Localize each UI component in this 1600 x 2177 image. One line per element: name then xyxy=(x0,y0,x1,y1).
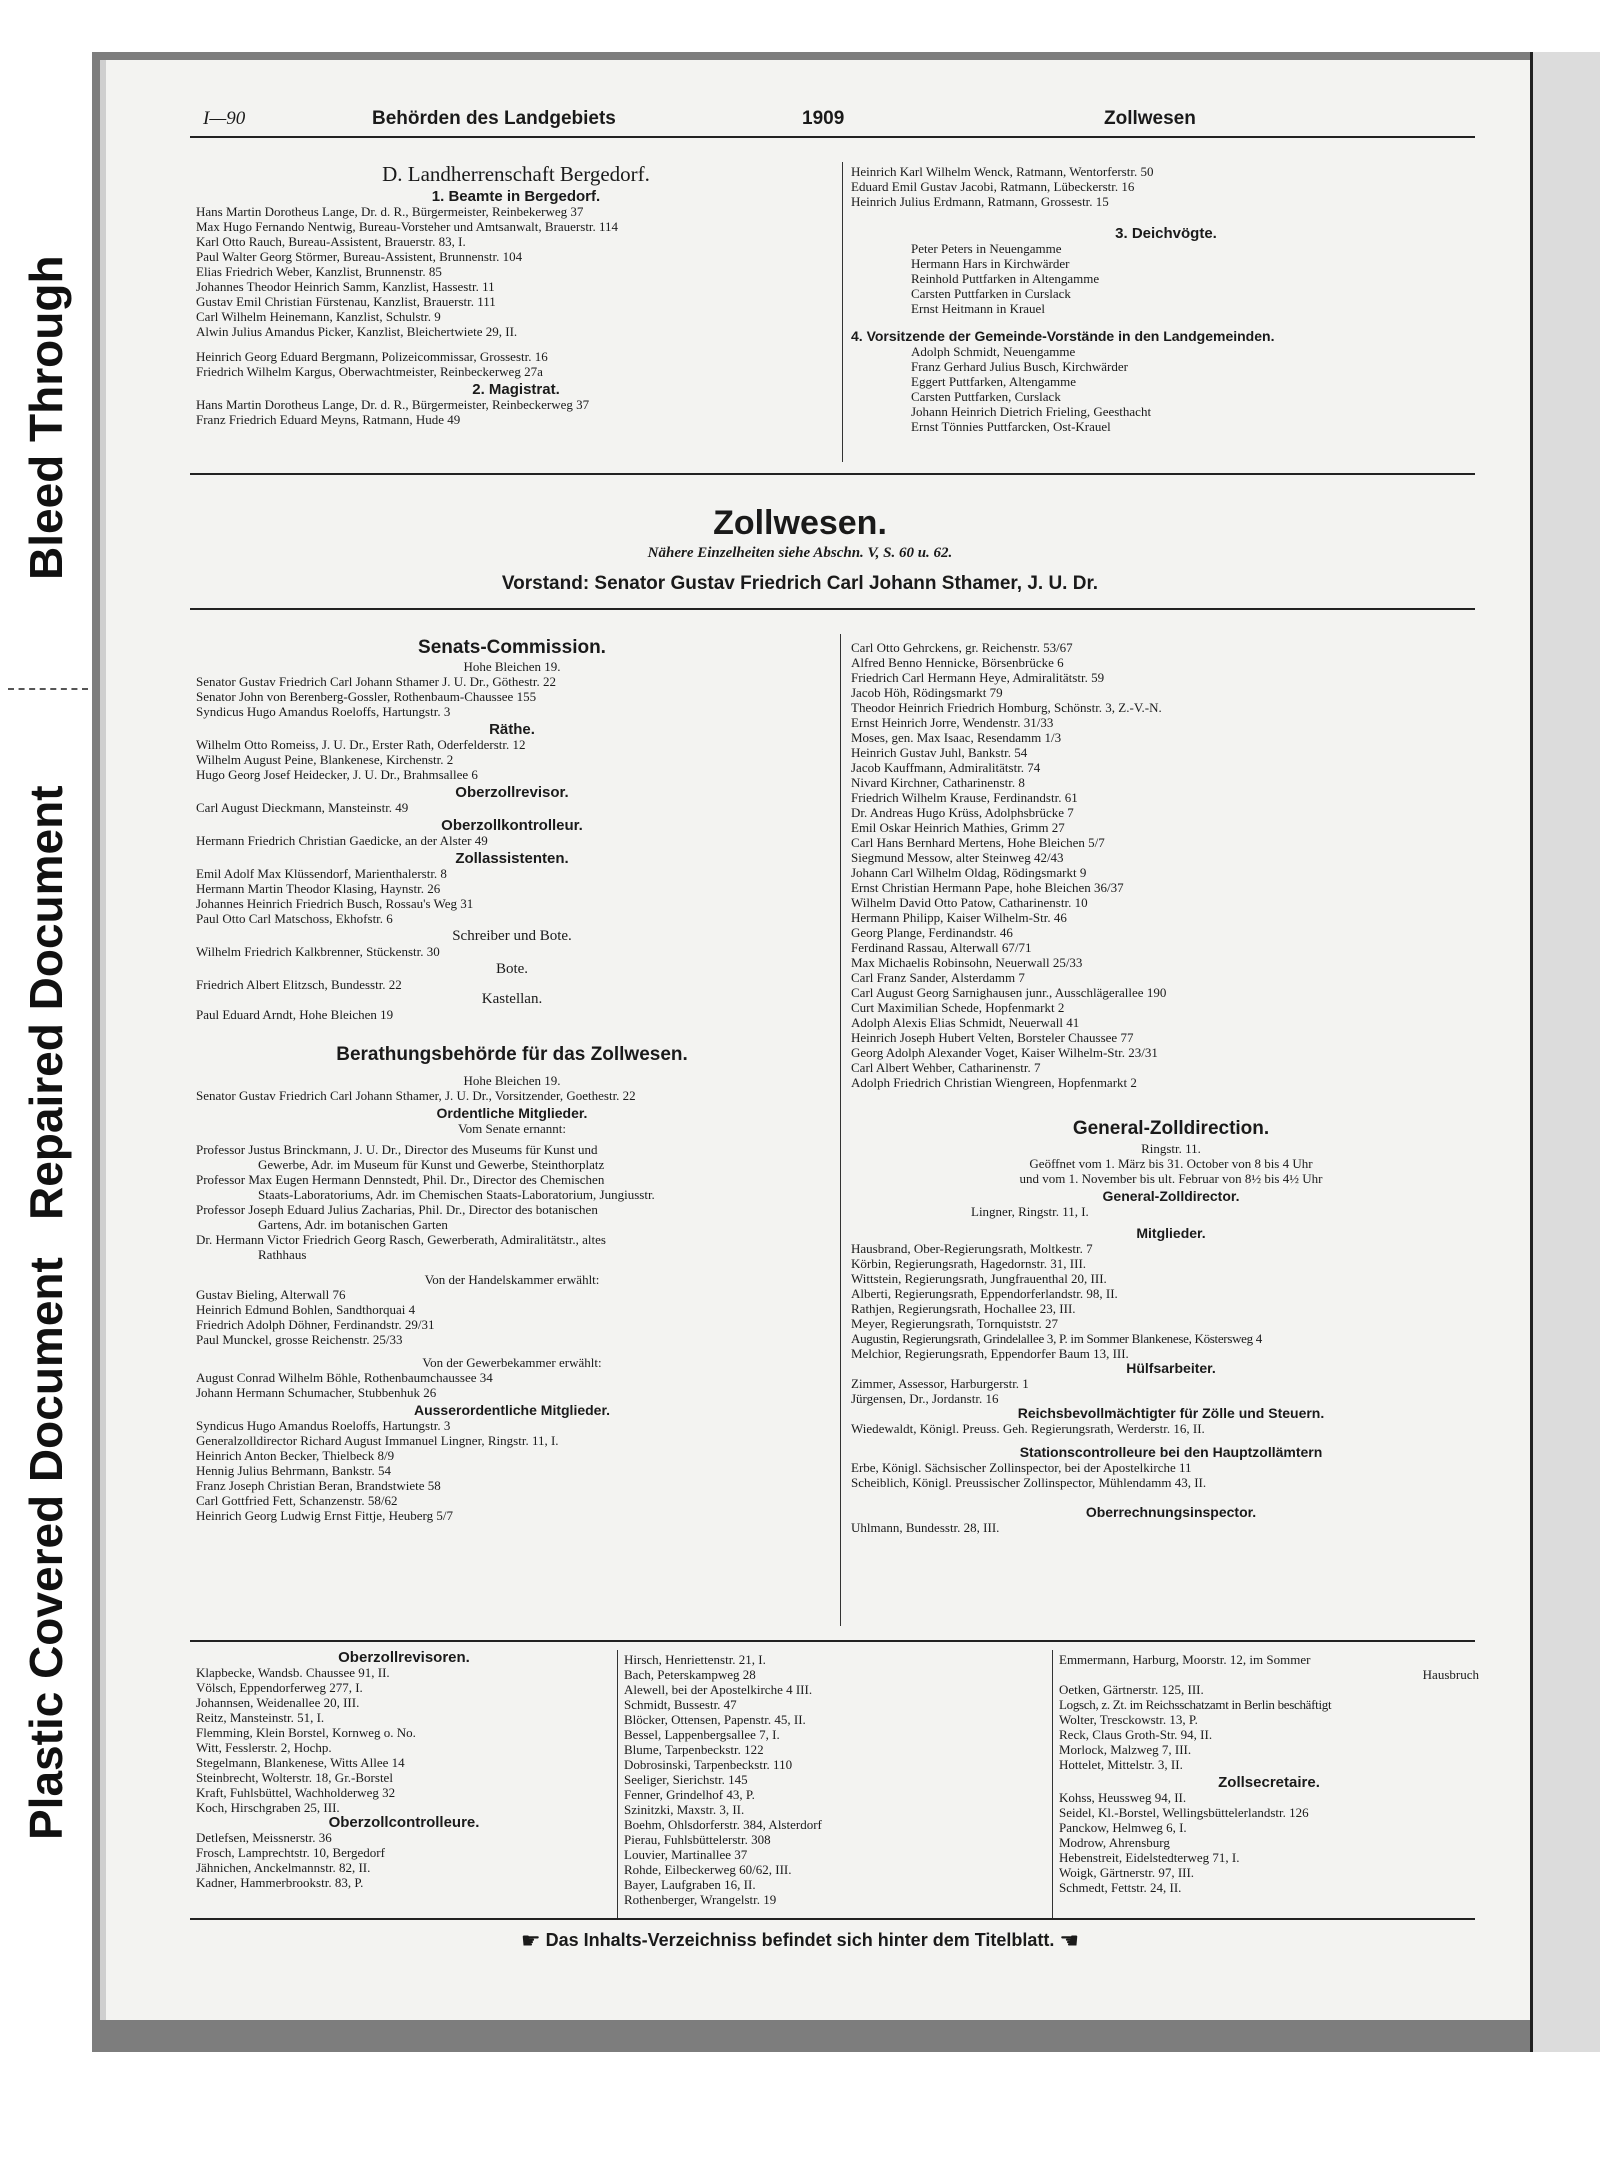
bottom-column-2 xyxy=(624,1652,1050,1907)
schreiber-heading: Schreiber und Bote. xyxy=(452,928,572,944)
list-item: Carl Gottfried Fett, Schanzenstr. 58/62 xyxy=(196,1493,398,1508)
label-divider xyxy=(8,688,88,690)
list-item: Panckow, Helmweg 6, I. xyxy=(1059,1820,1187,1835)
list-item: Hans Martin Dorotheus Lange, Dr. d. R., Bürgermeister, Reinbeckerweg 37 xyxy=(196,397,590,412)
zollassistenten-heading: Zollassistenten. xyxy=(455,850,569,867)
senats-address: Hohe Bleichen 19. xyxy=(463,659,561,674)
berathung-address: Hohe Bleichen 19. xyxy=(463,1073,561,1088)
list-item: Franz Friedrich Eduard Meyns, Ratmann, Hude 49 xyxy=(196,412,461,427)
bergedorf-heading-4: 4. Vorsitzende der Gemeinde-Vorstände in den Landgemeinden. xyxy=(851,328,1275,344)
list-item: Stegelmann, Blankenese, Witts Allee 14 xyxy=(196,1755,405,1770)
gzd-hours-winter: und vom 1. November bis ult. Februar von 8½ bis 4½ Uhr xyxy=(1019,1171,1323,1186)
bote-heading: Bote. xyxy=(495,961,529,977)
list-item: Syndicus Hugo Amandus Roeloffs, Hartungstr. 3 xyxy=(196,704,451,719)
list-item: Wilhelm Friedrich Kalkbrenner, Stückenstr. 30 xyxy=(196,944,440,959)
list-item: Heinrich Julius Erdmann, Ratmann, Grossestr. 15 xyxy=(851,194,1109,209)
right-column xyxy=(851,640,1491,1535)
footer-note xyxy=(0,1928,1600,1954)
list-item: Johannes Heinrich Friedrich Busch, Rossau's Weg 31 xyxy=(196,896,474,911)
list-item: Syndicus Hugo Amandus Roeloffs, Hartungstr. 3 xyxy=(196,1418,451,1433)
list-item: Carl Wilhelm Heinemann, Kanzlist, Schulstr. 9 xyxy=(196,309,441,324)
list-item: Carsten Puttfarken, Curslack xyxy=(911,389,1061,404)
bergedorf-right-column xyxy=(851,164,1481,434)
list-item: Carl August Georg Sarnighausen junr., Ausschlägerallee 190 xyxy=(851,985,1167,1000)
list-item: August Conrad Wilhelm Böhle, Rothenbaumchaussee 34 xyxy=(196,1370,493,1385)
side-label-strip xyxy=(0,0,90,2177)
list-item: Louvier, Martinallee 37 xyxy=(624,1847,748,1862)
list-item: Oetken, Gärtnerstr. 125, III. xyxy=(1059,1682,1204,1697)
zollwesen-title: Zollwesen. xyxy=(713,504,887,542)
bergedorf-title: D. Landherrenschaft Bergedorf. xyxy=(382,162,650,186)
list-item: Adolph Schmidt, Neuengamme xyxy=(911,344,1076,359)
list-item: Jähnichen, Anckelmannstr. 82, II. xyxy=(196,1860,371,1875)
list-item: Karl Otto Rauch, Bureau-Assistent, Brauerstr. 83, I. xyxy=(196,234,466,249)
list-item: Wolter, Tresckowstr. 13, P. xyxy=(1059,1712,1198,1727)
list-item: Scheiblich, Königl. Preussischer Zollinspector, Mühlendamm 43, II. xyxy=(851,1475,1207,1490)
list-item: Ernst Tönnies Puttfarcken, Ost-Krauel xyxy=(911,419,1111,434)
section-rule xyxy=(190,608,1475,610)
list-item: Hirsch, Henriettenstr. 21, I. xyxy=(624,1652,766,1667)
list-item: Carl Franz Sander, Alsterdamm 7 xyxy=(851,970,1025,985)
bergedorf-left-column xyxy=(196,162,836,427)
list-item: Blöcker, Ottensen, Papenstr. 45, II. xyxy=(624,1712,806,1727)
list-item: Jacob Höh, Rödingsmarkt 79 xyxy=(851,685,1003,700)
ordentliche-heading: Ordentliche Mitglieder. xyxy=(436,1105,588,1121)
bottom-column-1 xyxy=(196,1650,612,1890)
bergedorf-heading-1: 1. Beamte in Bergedorf. xyxy=(431,188,601,205)
list-item: Modrow, Ahrensburg xyxy=(1059,1835,1170,1850)
list-item: Kraft, Fuhlsbüttel, Wachholderweg 32 xyxy=(196,1785,396,1800)
senats-column xyxy=(196,634,828,1523)
list-item: Logsch, z. Zt. im Reichsschatzamt in Berlin beschäftigt xyxy=(1059,1697,1332,1712)
list-item: Johannsen, Weidenallee 20, III. xyxy=(196,1695,360,1710)
running-head-section: Behörden des Landgebiets xyxy=(372,108,616,129)
list-item: Friedrich Albert Elitzsch, Bundesstr. 22 xyxy=(196,977,402,992)
column-divider xyxy=(840,634,841,1626)
column-divider xyxy=(617,1650,618,1918)
list-item: Paul Eduard Arndt, Hohe Bleichen 19 xyxy=(196,1007,394,1022)
list-item: Melchior, Regierungsrath, Eppendorfer Baum 13, III. xyxy=(851,1346,1129,1361)
list-item: Dr. Andreas Hugo Krüss, Adolphsbrücke 7 xyxy=(851,805,1074,820)
list-item: Flemming, Klein Borstel, Kornweg o. No. xyxy=(196,1725,416,1740)
raethe-heading: Räthe. xyxy=(489,721,535,738)
list-item: Hebenstreit, Eidelstedterweg 71, I. xyxy=(1059,1850,1240,1865)
senats-commission-title: Senats-Commission. xyxy=(418,637,606,658)
list-item: Hermann Martin Theodor Klasing, Haynstr. 26 xyxy=(196,881,441,896)
list-item: Ernst Heinrich Jorre, Wendenstr. 31/33 xyxy=(851,715,1054,730)
list-item: Carl Albert Wehber, Catharinenstr. 7 xyxy=(851,1060,1041,1075)
hilfsarbeiter-heading: Hülfsarbeiter. xyxy=(1126,1360,1216,1376)
list-item: Friedrich Adolph Döhner, Ferdinandstr. 29/31 xyxy=(196,1317,435,1332)
list-item: Hans Martin Dorotheus Lange, Dr. d. R., Bürgermeister, Reinbekerweg 37 xyxy=(196,204,584,219)
list-item: Erbe, Königl. Sächsischer Zollinspector, bei der Apostelkirche 11 xyxy=(851,1460,1192,1475)
list-item: Johann Hermann Schumacher, Stubbenhuk 26 xyxy=(196,1385,437,1400)
list-item: Wiedewaldt, Königl. Preuss. Geh. Regierungsrath, Werderstr. 16, II. xyxy=(851,1421,1205,1436)
list-item: Paul Walter Georg Störmer, Bureau-Assistent, Brunnenstr. 104 xyxy=(196,249,523,264)
list-item: Carl Hans Bernhard Mertens, Hohe Bleichen 5/7 xyxy=(851,835,1105,850)
oberzollrevisor-heading: Oberzollrevisor. xyxy=(455,784,569,801)
list-item: Lingner, Ringstr. 11, I. xyxy=(971,1204,1089,1219)
list-item: Uhlmann, Bundesstr. 28, III. xyxy=(851,1520,1000,1535)
list-item: Carl Otto Gehrckens, gr. Reichenstr. 53/67 xyxy=(851,640,1073,655)
list-item: Heinrich Edmund Bohlen, Sandthorquai 4 xyxy=(196,1302,416,1317)
list-item: Heinrich Georg Ludwig Ernst Fittje, Heuberg 5/7 xyxy=(196,1508,453,1523)
list-item: Heinrich Gustav Juhl, Bankstr. 54 xyxy=(851,745,1028,760)
page-edge xyxy=(100,60,106,2020)
list-item: Völsch, Eppendorferweg 277, I. xyxy=(196,1680,363,1695)
list-item: Alwin Julius Amandus Picker, Kanzlist, Bleichertwiete 29, II. xyxy=(196,324,518,339)
list-item: Bach, Peterskampweg 28 xyxy=(624,1667,756,1682)
column-divider xyxy=(1052,1650,1053,1918)
gzd-members-heading: Mitglieder. xyxy=(1136,1225,1206,1241)
general-zolldirection-title: General-Zolldirection. xyxy=(1072,1118,1270,1139)
list-item: Franz Gerhard Julius Busch, Kirchwärder xyxy=(911,359,1128,374)
list-item: Curt Maximilian Schede, Hopfenmarkt 2 xyxy=(851,1000,1065,1015)
list-item: Emil Oskar Heinrich Mathies, Grimm 27 xyxy=(851,820,1065,835)
bergedorf-heading-3: 3. Deichvögte. xyxy=(1115,225,1217,242)
list-item: Hermann Friedrich Christian Gaedicke, an der Alster 49 xyxy=(196,833,488,848)
list-item: Reinhold Puttfarken in Altengamme xyxy=(911,271,1100,286)
list-item: Reitz, Mansteinstr. 51, I. xyxy=(196,1710,325,1725)
list-item: Augustin, Regierungsrath, Grindelallee 3, P. im Sommer Blankenese, Köstersweg 4 xyxy=(851,1331,1263,1346)
list-item: Koch, Hirschgraben 25, III. xyxy=(196,1800,340,1815)
list-item: Johann Heinrich Dietrich Frieling, Geesthacht xyxy=(911,404,1152,419)
section-rule xyxy=(190,1640,1475,1642)
pointing-hand-right-icon: ☛ xyxy=(520,1928,541,1953)
list-item: Hottelet, Mittelstr. 3, II. xyxy=(1059,1757,1183,1772)
list-item: Heinrich Joseph Hubert Velten, Borsteler Chaussee 77 xyxy=(851,1030,1134,1045)
list-item: Elias Friedrich Weber, Kanzlist, Brunnenstr. 85 xyxy=(196,264,442,279)
bergedorf-list-1 xyxy=(196,204,836,339)
list-item: Alewell, bei der Apostelkirche 4 III. xyxy=(624,1682,813,1697)
list-item: Alberti, Regierungsrath, Eppendorferlandstr. 98, II. xyxy=(851,1286,1118,1301)
list-item: Kadner, Hammerbrookstr. 83, P. xyxy=(196,1875,364,1890)
list-item: Paul Otto Carl Matschoss, Ekhofstr. 6 xyxy=(196,911,393,926)
member-list xyxy=(851,640,1491,1090)
list-item: Seidel, Kl.-Borstel, Wellingsbüttelerlandstr. 126 xyxy=(1059,1805,1309,1820)
list-item: Rathhaus xyxy=(258,1247,307,1262)
page-number: I—90 xyxy=(203,108,246,129)
list-item: Heinrich Karl Wilhelm Wenck, Ratmann, Wentorferstr. 50 xyxy=(851,164,1154,179)
list-item: Fenner, Grindelhof 43, P. xyxy=(624,1787,755,1802)
list-item: Rathjen, Regierungsrath, Hochallee 23, III. xyxy=(851,1301,1076,1316)
list-item: Zimmer, Assessor, Harburgerstr. 1 xyxy=(851,1376,1029,1391)
zollwesen-vorstand: Vorstand: Senator Gustav Friedrich Carl Johann Sthamer, J. U. Dr. xyxy=(501,573,1099,594)
section-rule xyxy=(190,473,1475,475)
list-item: Szinitzki, Maxstr. 3, II. xyxy=(624,1802,745,1817)
reichsbevollmaechtigter-heading: Reichsbevollmächtigter für Zölle und Steuern. xyxy=(1017,1405,1325,1421)
list-item: Hausbruch xyxy=(1422,1667,1479,1682)
footer-rule xyxy=(190,1918,1475,1920)
list-item: Franz Joseph Christian Beran, Brandstwiete 58 xyxy=(196,1478,441,1493)
list-item: Nivard Kirchner, Catharinenstr. 8 xyxy=(851,775,1025,790)
list-item: Georg Plange, Ferdinandstr. 46 xyxy=(851,925,1013,940)
list-item: Siegmund Messow, alter Steinweg 42/43 xyxy=(851,850,1064,865)
list-item: Wilhelm Otto Romeiss, J. U. Dr., Erster Rath, Oderfelderstr. 12 xyxy=(196,737,526,752)
list-item: Ferdinand Rassau, Alterwall 67/71 xyxy=(851,940,1032,955)
list-item: Hennig Julius Behrmann, Bankstr. 54 xyxy=(196,1463,391,1478)
plastic-covered-document-label: Plastic Covered Document xyxy=(20,1257,72,1840)
handelskammer-label: Von der Handelskammer erwählt: xyxy=(424,1272,600,1287)
list-item: Generalzolldirector Richard August Immanuel Lingner, Ringstr. 11, I. xyxy=(196,1433,559,1448)
list-item: Paul Munckel, grosse Reichenstr. 25/33 xyxy=(196,1332,403,1347)
zollwesen-reference: Nähere Einzelheiten siehe Abschn. V, S. 60 u. 62. xyxy=(647,545,953,561)
running-head-topic: Zollwesen xyxy=(1104,108,1196,129)
list-item: Witt, Fesslerstr. 2, Hochp. xyxy=(196,1740,332,1755)
list-item: Boehm, Ohlsdorferstr. 384, Alsterdorf xyxy=(624,1817,822,1832)
list-item: Johann Carl Wilhelm Oldag, Rödingsmarkt 9 xyxy=(851,865,1087,880)
vom-senate-label: Vom Senate ernannt: xyxy=(457,1121,567,1136)
list-item: Professor Joseph Eduard Julius Zacharias, Phil. Dr., Director des botanischen xyxy=(196,1202,598,1217)
list-item: Rohde, Eilbeckerweg 60/62, III. xyxy=(624,1862,792,1877)
list-item: Dobrosinski, Tarpenbeckstr. 110 xyxy=(624,1757,793,1772)
bottom-column-3 xyxy=(1059,1652,1479,1895)
list-item: Johannes Theodor Heinrich Samm, Kanzlist, Hassestr. 11 xyxy=(196,279,495,294)
gzd-hours-summer: Geöffnet vom 1. März bis 31. October von 8 bis 4 Uhr xyxy=(1029,1156,1313,1171)
list-item: Wilhelm David Otto Patow, Catharinenstr. 10 xyxy=(851,895,1088,910)
gzd-address: Ringstr. 11. xyxy=(1141,1141,1201,1156)
list-item: Seeliger, Sierichstr. 145 xyxy=(624,1772,748,1787)
list-item: Reck, Claus Groth-Str. 94, II. xyxy=(1059,1727,1213,1742)
berathung-title: Berathungsbehörde für das Zollwesen. xyxy=(336,1044,688,1065)
list-item: Kohss, Heussweg 94, II. xyxy=(1059,1790,1187,1805)
list-item: Adolph Friedrich Christian Wiengreen, Hopfenmarkt 2 xyxy=(851,1075,1137,1090)
list-item: Max Michaelis Robinsohn, Neuerwall 25/33 xyxy=(851,955,1083,970)
list-item: Staats-Laboratoriums, Adr. im Chemischen Staats-Laboratorium, Jungiusstr. xyxy=(258,1187,655,1202)
footer-text: Das Inhalts-Verzeichniss befindet sich hinter dem Titelblatt. xyxy=(545,1929,1055,1950)
list-item: Schmedt, Fettstr. 24, II. xyxy=(1059,1880,1182,1895)
oberzollkontrolleur-heading: Oberzollkontrolleur. xyxy=(441,817,583,834)
list-item: Emmermann, Harburg, Moorstr. 12, im Sommer xyxy=(1059,1652,1311,1667)
list-item: Hugo Georg Josef Heidecker, J. U. Dr., Brahmsallee 6 xyxy=(196,767,478,782)
list-item: Detlefsen, Meissnerstr. 36 xyxy=(196,1830,332,1845)
bleed-through-label: Bleed Through xyxy=(20,255,72,580)
list-item: Ernst Heitmann in Krauel xyxy=(911,301,1045,316)
gewerbekammer-label: Von der Gewerbekammer erwählt: xyxy=(422,1355,602,1370)
list-item: Wilhelm August Peine, Blankenese, Kirchenstr. 2 xyxy=(196,752,454,767)
list-item: Körbin, Regierungsrath, Hagedornstr. 31, III. xyxy=(851,1256,1087,1271)
list-item: Woigk, Gärtnerstr. 97, III. xyxy=(1059,1865,1195,1880)
list-item: Hermann Hars in Kirchwärder xyxy=(911,256,1070,271)
list-item: Carsten Puttfarken in Curslack xyxy=(911,286,1071,301)
list-item: Moses, gen. Max Isaac, Resendamm 1/3 xyxy=(851,730,1062,745)
bergedorf-heading-2: 2. Magistrat. xyxy=(472,381,560,398)
list-item: Friedrich Carl Hermann Heye, Admiralitätstr. 59 xyxy=(851,670,1105,685)
oberzollcontrolleure-heading: Oberzollcontrolleure. xyxy=(328,1814,480,1831)
list-item: Hermann Philipp, Kaiser Wilhelm-Str. 46 xyxy=(851,910,1067,925)
list-item: Gartens, Adr. im botanischen Garten xyxy=(258,1217,448,1232)
list-item: Carl August Dieckmann, Mansteinstr. 49 xyxy=(196,800,409,815)
list-item: Ernst Christian Hermann Pape, hohe Bleichen 36/37 xyxy=(851,880,1124,895)
list-item: Schmidt, Bussestr. 47 xyxy=(624,1697,737,1712)
column-divider xyxy=(842,162,843,462)
header-rule xyxy=(190,136,1475,138)
list-item: Georg Adolph Alexander Voget, Kaiser Wilhelm-Str. 23/31 xyxy=(851,1045,1158,1060)
list-item: Gewerbe, Adr. im Museum für Kunst und Gewerbe, Steinthorplatz xyxy=(258,1157,605,1172)
zollsecretaire-heading: Zollsecretaire. xyxy=(1218,1774,1320,1791)
stationscontrolleure-heading: Stationscontrolleure bei den Hauptzollämtern xyxy=(1019,1444,1323,1460)
ausserordentliche-heading: Ausserordentliche Mitglieder. xyxy=(413,1402,611,1418)
list-item: Emil Adolf Max Klüssendorf, Marienthalerstr. 8 xyxy=(196,866,447,881)
list-item: Eduard Emil Gustav Jacobi, Ratmann, Lübeckerstr. 16 xyxy=(851,179,1135,194)
oberzollrevisoren-heading: Oberzollrevisoren. xyxy=(338,1649,470,1666)
list-item: Bayer, Laufgraben 16, II. xyxy=(624,1877,756,1892)
pointing-hand-left-icon: ☚ xyxy=(1059,1928,1080,1953)
list-item: Jacob Kauffmann, Admiralitätstr. 74 xyxy=(851,760,1041,775)
list-item: Bessel, Lappenbergsallee 7, I. xyxy=(624,1727,780,1742)
list-item: Gustav Bieling, Alterwall 76 xyxy=(196,1287,346,1302)
list-item: Alfred Benno Hennicke, Börsenbrücke 6 xyxy=(851,655,1064,670)
list-item: Meyer, Regierungsrath, Tornquiststr. 27 xyxy=(851,1316,1059,1331)
list-item: Peter Peters in Neuengamme xyxy=(911,241,1062,256)
list-item: Hausbrand, Ober-Regierungsrath, Moltkestr. 7 xyxy=(851,1241,1093,1256)
list-item: Friedrich Wilhelm Krause, Ferdinandstr. 61 xyxy=(851,790,1078,805)
running-head-year: 1909 xyxy=(802,108,845,129)
list-item: Professor Justus Brinckmann, J. U. Dr., Director des Museums für Kunst und xyxy=(196,1142,598,1157)
list-item: Eggert Puttfarken, Altengamme xyxy=(911,374,1076,389)
gzd-director-heading: General-Zolldirector. xyxy=(1102,1188,1240,1204)
kastellan-heading: Kastellan. xyxy=(481,991,543,1007)
list-item: Senator Gustav Friedrich Carl Johann Sthamer J. U. Dr., Göthestr. 22 xyxy=(196,674,556,689)
book-binding xyxy=(1530,52,1600,2052)
list-item: Rothenberger, Wrangelstr. 19 xyxy=(624,1892,777,1907)
list-item: Dr. Hermann Victor Friedrich Georg Rasch, Gewerberath, Admiralitätstr., altes xyxy=(196,1232,606,1247)
list-item: Senator John von Berenberg-Gossler, Rothenbaum-Chaussee 155 xyxy=(196,689,537,704)
list-item: Jürgensen, Dr., Jordanstr. 16 xyxy=(851,1391,999,1406)
list-item: Steinbrecht, Wolterstr. 18, Gr.-Borstel xyxy=(196,1770,393,1785)
repaired-document-label: Repaired Document xyxy=(20,785,72,1220)
list-item: Theodor Heinrich Friedrich Homburg, Schönstr. 3, Z.-V.-N. xyxy=(851,700,1162,715)
oberrechnungsinspector-heading: Oberrechnungsinspector. xyxy=(1085,1504,1257,1520)
list-item: Adolph Alexis Elias Schmidt, Neuerwall 41 xyxy=(851,1015,1080,1030)
list-item: Pierau, Fuhlsbüttelerstr. 308 xyxy=(624,1832,771,1847)
list-item: Heinrich Georg Eduard Bergmann, Polizeicommissar, Grossestr. 16 xyxy=(196,349,548,364)
list-item: Friedrich Wilhelm Kargus, Oberwachtmeister, Reinbeckerweg 27a xyxy=(196,364,543,379)
list-item: Frosch, Lamprechtstr. 10, Bergedorf xyxy=(196,1845,385,1860)
list-item: Max Hugo Fernando Nentwig, Bureau-Vorsteher und Amtsanwalt, Brauerstr. 114 xyxy=(196,219,619,234)
list-item: Professor Max Eugen Hermann Dennstedt, Phil. Dr., Director des Chemischen xyxy=(196,1172,605,1187)
list-item: Gustav Emil Christian Fürstenau, Kanzlist, Brauerstr. 111 xyxy=(196,294,496,309)
list-item: Wittstein, Regierungsrath, Jungfrauenthal 20, III. xyxy=(851,1271,1107,1286)
list-item: Senator Gustav Friedrich Carl Johann Sthamer, J. U. Dr., Vorsitzender, Goethestr. 22 xyxy=(196,1088,636,1103)
list-item: Heinrich Anton Becker, Thielbeck 8/9 xyxy=(196,1448,395,1463)
list-item: Morlock, Malzweg 7, III. xyxy=(1059,1742,1192,1757)
list-item: Blume, Tarpenbeckstr. 122 xyxy=(624,1742,764,1757)
list-item: Klapbecke, Wandsb. Chaussee 91, II. xyxy=(196,1665,390,1680)
